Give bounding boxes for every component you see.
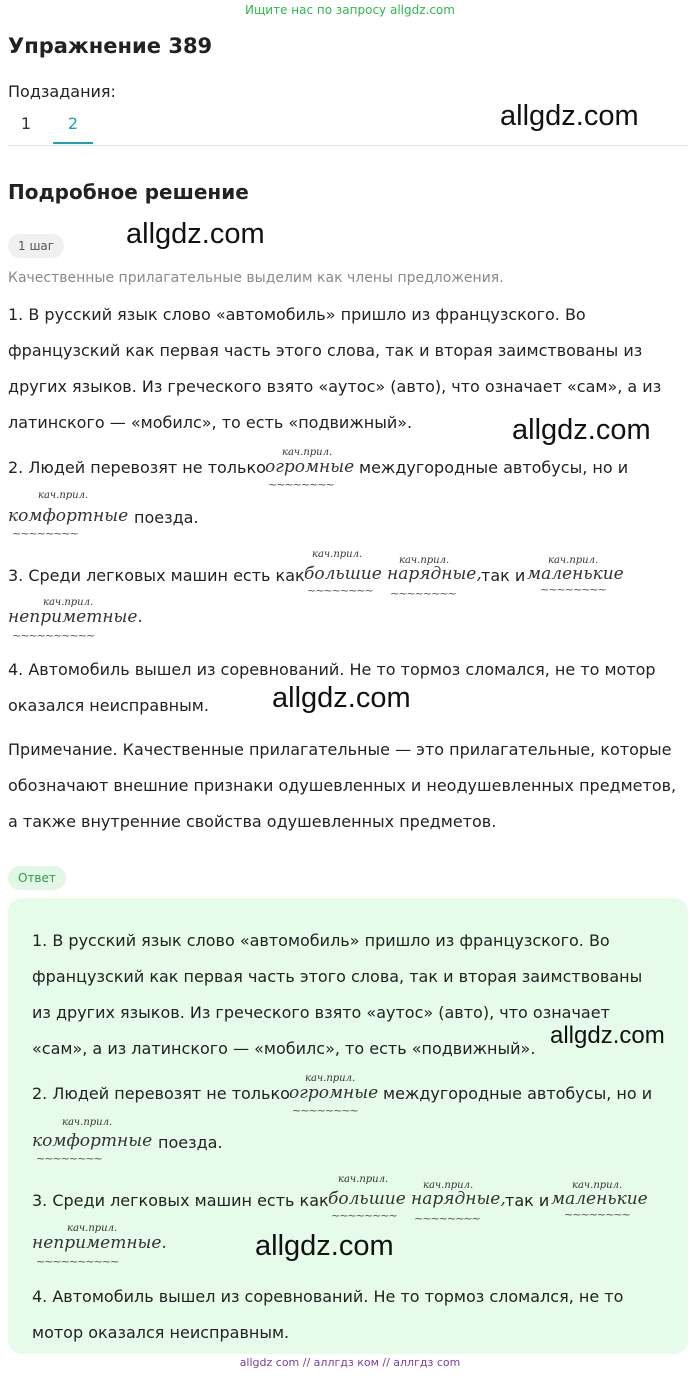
text-line: из других языков. Из греческого взято «аутос» (авто), что означает: [32, 1003, 610, 1022]
text-line: мотор оказался неисправным.: [32, 1323, 290, 1342]
text-line: других языков. Из греческого взято «аутос» (авто), что означает «сам», а из: [8, 377, 662, 396]
sentence-2-end: поезда.: [134, 508, 199, 527]
text-line: французский как первая часть этого слова, так и вторая заимствованы из: [8, 341, 643, 360]
tab-subtask-2[interactable]: 2: [67, 114, 79, 133]
adjective-word: маленькие: [551, 1189, 648, 1209]
step-badge: 1 шаг: [8, 234, 64, 258]
adjective-tag: кач.прил.: [67, 1223, 118, 1234]
wavy-underline: ~~~~~~~~: [564, 1208, 630, 1221]
wavy-underline: ~~~~~~~~: [331, 1209, 397, 1222]
watermark: allgdz.com: [272, 682, 411, 714]
adjective-word: неприметные.: [8, 607, 143, 627]
sentence-2-middle: междугородные автобусы, но и: [383, 1084, 653, 1103]
answer-badge: Ответ: [8, 866, 66, 890]
adjective-word: нарядные,: [411, 1189, 506, 1209]
wavy-underline: ~~~~~~~~~~: [12, 629, 95, 642]
wavy-underline: ~~~~~~~~: [12, 527, 78, 540]
adjective-tag: кач.прил.: [572, 1180, 623, 1191]
wavy-underline: ~~~~~~~~: [540, 583, 606, 596]
adjective-word: огромные: [289, 1083, 379, 1103]
wavy-underline: ~~~~~~~~: [307, 584, 373, 597]
adjective-word: комфортные: [8, 506, 129, 526]
sentence-3-middle: так и: [505, 1191, 550, 1210]
adjective-tag: кач.прил.: [38, 490, 89, 501]
text-line: «сам», а из латинского — «мобилс», то есть «подвижный».: [32, 1039, 536, 1058]
section-title: Подробное решение: [8, 180, 249, 204]
adjective-tag: кач.прил.: [282, 447, 333, 458]
watermark: allgdz.com: [500, 100, 639, 132]
watermark: allgdz.com: [255, 1230, 394, 1262]
footer-links[interactable]: allgdz com // аллгдз ком // аллгдз com: [239, 1356, 461, 1369]
adjective-tag: кач.прил.: [338, 1174, 389, 1185]
adjective-word: неприметные.: [32, 1233, 167, 1253]
adjective-tag: кач.прил.: [548, 555, 599, 566]
adjective-word: комфортные: [32, 1131, 153, 1151]
sentence-2-middle: междугородные автобусы, но и: [359, 458, 629, 477]
adjective-tag: кач.прил.: [399, 555, 450, 566]
adjective-tag: кач.прил.: [43, 597, 94, 608]
adjective-word: огромные: [265, 457, 355, 477]
active-tab-indicator: [53, 142, 93, 144]
solution-note: [8, 732, 688, 840]
watermark: allgdz.com: [550, 1022, 665, 1049]
watermark: allgdz.com: [126, 218, 265, 250]
adjective-word: маленькие: [527, 564, 624, 584]
adjective-word: нарядные,: [387, 564, 482, 584]
page-title: Упражнение 389: [8, 34, 213, 58]
text-line: 1. В русский язык слово «автомобиль» пришло из французского. Во: [8, 305, 586, 324]
subtasks-label: Подзадания:: [8, 82, 116, 101]
text-line: 1. В русский язык слово «автомобиль» пришло из французского. Во: [32, 931, 610, 950]
adjective-tag: кач.прил.: [312, 549, 363, 560]
text-line: обозначают внешние признаки одушевленных и неодушевленных предметов,: [8, 776, 677, 795]
sentence-3-start: 3. Среди легковых машин есть как: [8, 566, 305, 585]
text-line: 4. Автомобиль вышел из соревнований. Не то тормоз сломался, не то: [32, 1287, 624, 1306]
text-line: оказался неисправным.: [8, 696, 209, 715]
wavy-underline: ~~~~~~~~: [268, 478, 334, 491]
solution-hint: Качественные прилагательные выделим как члены предложения.: [8, 270, 504, 286]
adjective-tag: кач.прил.: [62, 1117, 113, 1128]
sentence-3-start: 3. Среди легковых машин есть как: [32, 1191, 329, 1210]
sentence-2-start: 2. Людей перевозят не только: [8, 458, 266, 477]
wavy-underline: ~~~~~~~~: [36, 1152, 102, 1165]
sentence-2-start: 2. Людей перевозят не только: [32, 1084, 290, 1103]
text-line: Примечание. Качественные прилагательные — это прилагательные, которые: [8, 740, 672, 759]
wavy-underline: ~~~~~~~~: [292, 1104, 358, 1117]
text-line: а также внутренние свойства одушевленных предметов.: [8, 812, 497, 831]
adjective-word: большие: [304, 564, 382, 584]
sentence-2-end: поезда.: [158, 1133, 223, 1152]
sentence-3-middle: так и: [481, 566, 526, 585]
wavy-underline: ~~~~~~~~: [414, 1212, 480, 1225]
text-line: 4. Автомобиль вышел из соревнований. Не то тормоз сломался, не то мотор: [8, 660, 656, 679]
text-line: латинского — «мобилс», то есть «подвижный».: [8, 413, 413, 432]
divider: [8, 145, 688, 146]
wavy-underline: ~~~~~~~~~~: [36, 1255, 119, 1268]
adjective-tag: кач.прил.: [305, 1073, 356, 1084]
text-line: французский как первая часть этого слова, так и вторая заимствованы: [32, 967, 643, 986]
top-promo-text: Ищите нас по запросу allgdz.com: [245, 3, 455, 17]
watermark: allgdz.com: [512, 414, 651, 446]
wavy-underline: ~~~~~~~~: [390, 587, 456, 600]
answer-paragraph-4: [32, 1279, 672, 1351]
tab-subtask-1[interactable]: 1: [20, 114, 32, 133]
adjective-tag: кач.прил.: [423, 1180, 474, 1191]
adjective-word: большие: [328, 1189, 406, 1209]
